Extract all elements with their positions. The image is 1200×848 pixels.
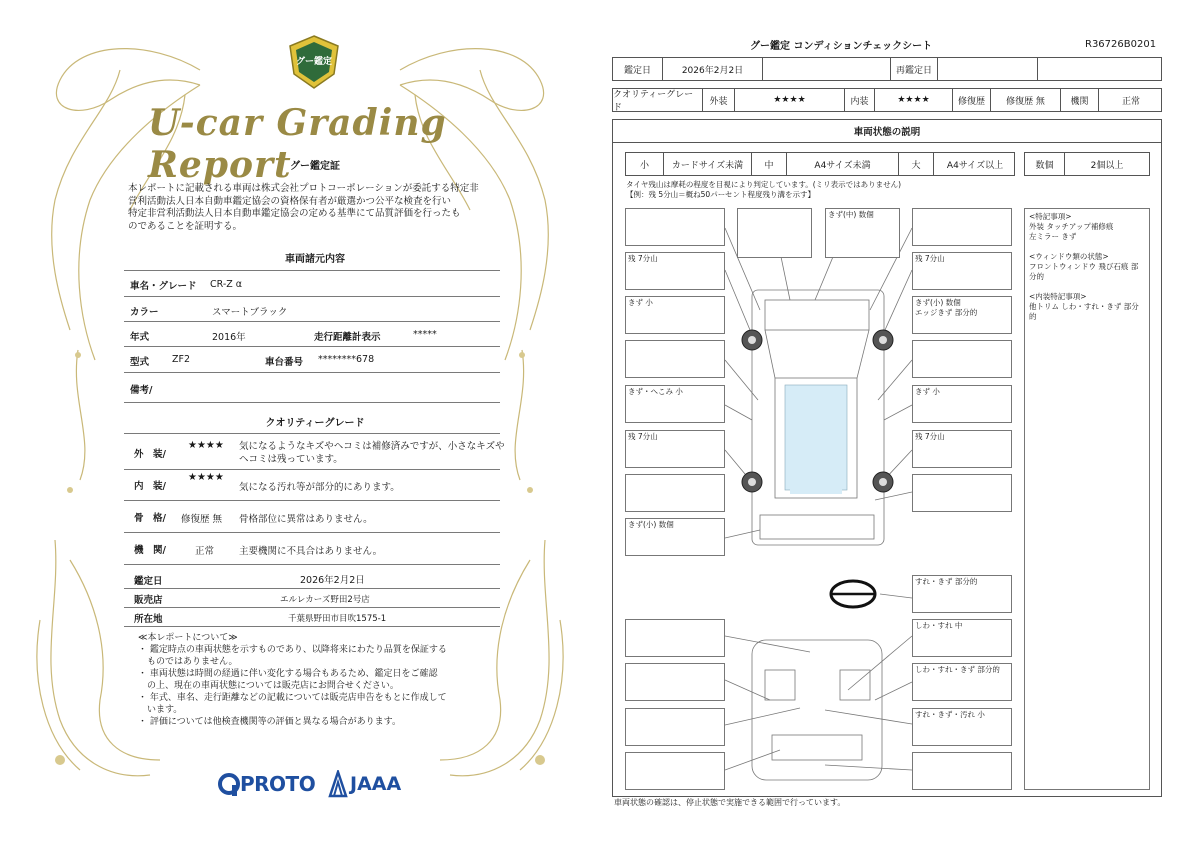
type-label: 型式: [130, 357, 150, 368]
date-label: 鑑定日: [134, 576, 163, 587]
note-box: [625, 208, 725, 246]
certificate-heading: グー鑑定証: [290, 161, 340, 172]
redate-label: 再鑑定日: [891, 58, 938, 80]
sheet-date-value: 2026年2月2日: [663, 58, 763, 80]
note-box-left-mid1: きず 小: [625, 296, 725, 334]
doc-id: R36726B0201: [1085, 39, 1157, 50]
sheet-title: グー鑑定 コンディションチェックシート: [750, 41, 933, 52]
script-title: U-car Grading Report: [148, 102, 447, 186]
proto-logo-text: PROTO: [240, 772, 316, 796]
note-box: [737, 208, 812, 258]
note-box-right-tire-front: 残 7分山: [912, 252, 1012, 290]
note-box-int3: すれ・きず・汚れ 小: [912, 708, 1012, 746]
note-box-right-mid1: きず(小) 数個 エッジきず 部分的: [912, 296, 1012, 334]
size-mid-desc: A4サイズ未満: [787, 153, 899, 175]
frame-label: 骨 格/: [134, 513, 166, 524]
model-label: 車名・グレード: [130, 281, 197, 292]
note-box: [625, 752, 725, 790]
jaaa-logo-text: JAAA: [350, 773, 402, 795]
repair-value: 修復歴 無: [991, 89, 1061, 111]
condition-check-sheet: [600, 0, 1200, 848]
address-value: 千葉県野田市目吹1575-1: [288, 614, 387, 624]
note-box: [912, 208, 1012, 246]
interior-label: 内 装/: [134, 481, 166, 492]
color-label: カラー: [130, 307, 159, 318]
note-box-int1: しわ・すれ 中: [912, 619, 1012, 657]
interior-comment: 気になる汚れ等が部分的にあります。: [239, 482, 400, 493]
shop-value: エルレカーズ野田2号店: [280, 595, 370, 605]
explain-title: 車両状態の説明: [612, 119, 1162, 143]
certificate-intro: 本レポートに記載される車両は株式会社プロトコーポレーションが委託する特定非 営利活動法人日本自動車鑑定協会の資格保有者が厳選かつ公平な検査を行い 特定非営利活動法人日本自動車鑑定協会の定める基準にて品質評価を行ったも のであることを証明する。: [128, 183, 479, 232]
size-large-desc: A4サイズ以上: [946, 160, 1004, 171]
size-small: 小: [626, 153, 664, 175]
model-value: CR-Z α: [210, 279, 243, 290]
frame-value: 修復歴 無: [181, 514, 223, 525]
exterior-stars: ★★★★: [188, 440, 224, 451]
note-box-left-tire-front: 残 7分山: [625, 252, 725, 290]
note-box-int2: しわ・すれ・きず 部分的: [912, 663, 1012, 701]
engine-label: 機 関/: [134, 545, 166, 556]
engine-comment: 主要機関に不具合はありません。: [239, 546, 383, 557]
sheet-date-label: 鑑定日: [613, 58, 663, 80]
note-box: [625, 708, 725, 746]
mileage-value: *****: [413, 329, 437, 340]
exterior-label: 外 装/: [134, 449, 166, 460]
note-box: [912, 752, 1012, 790]
engine-value: 正常: [195, 546, 215, 557]
note-box-right-mid2: きず 小: [912, 385, 1012, 423]
ext-stars: ★★★★: [735, 89, 845, 111]
note-box-right-tire-rear: 残 7分山: [912, 430, 1012, 468]
qg-label: クオリティーグレード: [613, 89, 703, 111]
count-value: 2個以上: [1090, 160, 1124, 171]
sheet-footer: 車両状態の確認は、停止状態で実施できる範囲で行っています。: [614, 798, 846, 807]
remarks-label: 備考/: [130, 385, 153, 396]
note-box: [625, 340, 725, 378]
report-notes: ≪本レポートについて≫ ・ 鑑定時点の車両状態を示すものであり、以降将来にわたり品質を保証する ものではありません。 ・ 車両状態は時間の経過に伴い変化する場合もあるため、鑑定日をご確認 の上、現在の車両状態については販売店にお問合せください。 ・ 年式、車名、走行距離などの記載については販売店申告をもとに作成して います。 ・ 評価については他検査機関等の評価と異なる場合があります。: [138, 633, 447, 727]
note-box-left-bottom: きず(小) 数個: [625, 518, 725, 556]
note-box: [625, 663, 725, 701]
proto-logo-icon: [218, 773, 240, 797]
year-label: 年式: [130, 332, 150, 343]
engine-value: 正常: [1121, 96, 1140, 107]
note-box: [912, 474, 1012, 512]
address-label: 所在地: [134, 614, 163, 625]
note-box: [625, 619, 725, 657]
spec-heading: 車両諸元内容: [285, 254, 345, 265]
special-notes: <特記事項> 外装 タッチアップ補修痕 左ミラー きず <ウィンドウ類の状態> フロントウィンドウ 飛び石痕 部分的 <内装特記事項> 他トリム しわ・すれ・きず 部分的: [1024, 208, 1150, 790]
size-mid: 中: [752, 153, 787, 175]
jaaa-logo-icon: [328, 770, 348, 798]
note-box-left-mid2: きず・へこみ 小: [625, 385, 725, 423]
year-value: 2016年: [212, 332, 246, 343]
note-box-top-center: きず(中) 数個: [825, 208, 900, 258]
color-value: スマートブラック: [212, 307, 288, 318]
chassis-value: ********678: [318, 354, 375, 365]
quality-heading: クオリティーグレード: [265, 418, 365, 429]
tire-note: タイヤ残山は摩耗の程度を目視により判定しています。(ミリ表示ではありません) 【例：残 5分山＝概ね50パーセント程度残り溝を示す】: [626, 180, 902, 199]
engine-label: 機関: [1061, 89, 1099, 111]
date-value: 2026年2月2日: [300, 575, 365, 586]
note-box: [625, 474, 725, 512]
int-label: 内装: [845, 89, 875, 111]
ext-label: 外装: [703, 89, 735, 111]
note-box-steering: すれ・きず 部分的: [912, 575, 1012, 613]
type-value: ZF2: [172, 354, 191, 365]
frame-comment: 骨格部位に異常はありません。: [239, 514, 373, 525]
chassis-label: 車台番号: [265, 357, 304, 368]
int-stars: ★★★★: [875, 89, 953, 111]
note-box: [912, 340, 1012, 378]
note-box-left-tire-rear: 残 7分山: [625, 430, 725, 468]
size-large: 大: [899, 153, 934, 175]
size-small-desc: カードサイズ未満: [664, 153, 752, 175]
exterior-comment: 気になるようなキズやヘコミは補修済みですが、小さなキズや ヘコミは残っています。: [239, 441, 505, 465]
mileage-label: 走行距離計表示: [314, 332, 381, 343]
count-label: 数個: [1025, 153, 1065, 175]
repair-label: 修復歴: [953, 89, 991, 111]
interior-stars: ★★★★: [188, 472, 224, 483]
shop-label: 販売店: [134, 595, 163, 606]
badge-text: グー鑑定: [295, 57, 332, 67]
